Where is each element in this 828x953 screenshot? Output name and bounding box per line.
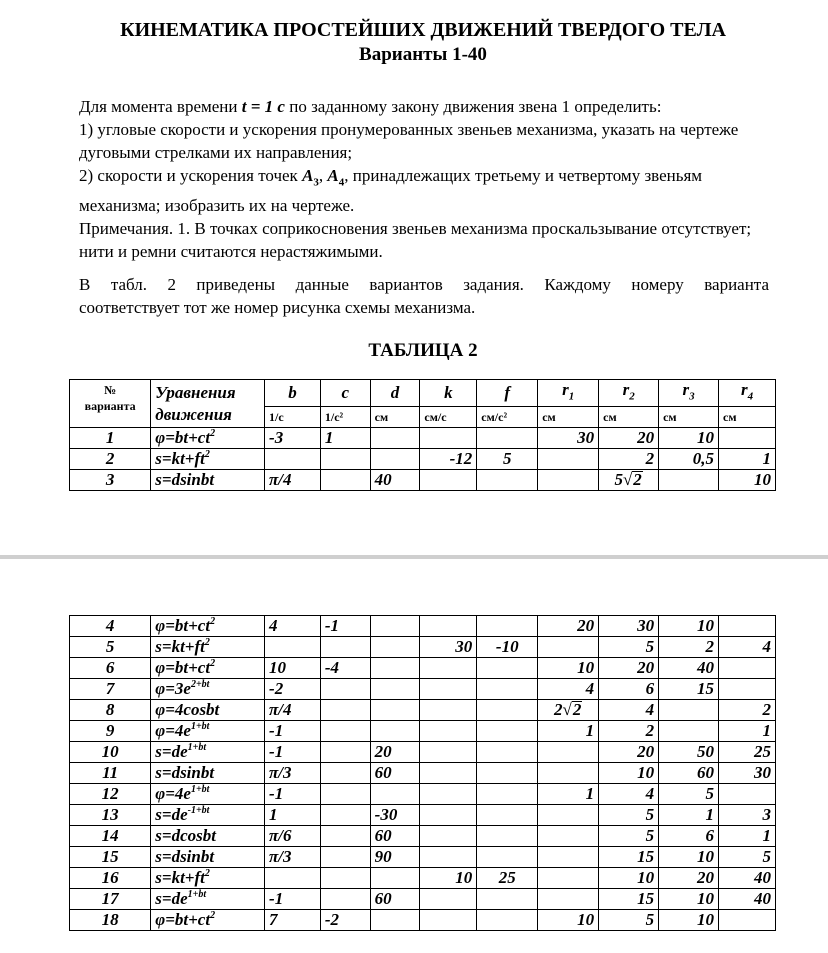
cell-r4: 1 (719, 721, 776, 742)
cell-c (320, 889, 370, 910)
cell-c (320, 721, 370, 742)
cell-k (420, 679, 477, 700)
cell-k (420, 910, 477, 931)
cell-b: -1 (265, 742, 321, 763)
sqrt-value: 2√2 (554, 700, 582, 719)
cell-d: 60 (370, 826, 420, 847)
cell-r4: 40 (719, 889, 776, 910)
table-intro: В табл. 2 приведены данные вариантов задания. Каждому номеру варианта соответствует тот же номер рисунка схемы механизма. (79, 275, 769, 317)
equation-cell: s=dsinbt (151, 763, 265, 784)
cell-d: -30 (370, 805, 420, 826)
equation-cell: $s=de^{-1+bt}$ (151, 805, 265, 826)
cell-r3: 10 (659, 616, 719, 637)
cell-r2: 2 (599, 721, 659, 742)
equation-cell: s=dcosbt (151, 826, 265, 847)
cell-r1: 1 (538, 721, 599, 742)
table-row (70, 868, 776, 889)
col-header-r4: $r_4$ (719, 380, 776, 407)
cell-c: -1 (320, 616, 370, 637)
cell-c (320, 470, 370, 491)
cell-k (420, 700, 477, 721)
unit-c: 1/с² (320, 407, 370, 428)
cell-d (370, 721, 420, 742)
cell-k (420, 826, 477, 847)
cell-b: 7 (265, 910, 321, 931)
cell-b: -1 (265, 784, 321, 805)
cell-k (420, 784, 477, 805)
cell-d (370, 868, 420, 889)
col-header-k: k (420, 380, 477, 407)
cell-r3 (659, 700, 719, 721)
variant-number-cell: 15 (70, 847, 151, 868)
cell-r4: 2 (719, 700, 776, 721)
cell-b: -1 (265, 721, 321, 742)
cell-r3: 10 (659, 889, 719, 910)
cell-f (477, 470, 538, 491)
cell-d: 20 (370, 742, 420, 763)
cell-f (477, 889, 538, 910)
cell-k: 30 (420, 637, 477, 658)
variant-number-cell: 2 (70, 449, 151, 470)
cell-r1 (538, 805, 599, 826)
cell-d (370, 637, 420, 658)
cell-c (320, 449, 370, 470)
variant-number-cell: 3 (70, 470, 151, 491)
cell-r1 (538, 889, 599, 910)
document-page-2 (0, 559, 828, 953)
table-row (70, 721, 776, 742)
cell-f (477, 910, 538, 931)
cell-d: 60 (370, 889, 420, 910)
cell-k (420, 805, 477, 826)
equation-cell: s=dsinbt (151, 470, 265, 491)
cell-r1 (538, 637, 599, 658)
cell-r4 (719, 910, 776, 931)
cell-r4 (719, 679, 776, 700)
variant-number-header: № варианта (70, 380, 151, 428)
cell-r2: 20 (599, 742, 659, 763)
task-item-1: 1) угловые скорости и ускорения пронумерованных звеньев механизма, указать на чертеже дуговыми стрелками их направления; (79, 120, 739, 162)
cell-r4: 40 (719, 868, 776, 889)
unit-r1: см (538, 407, 599, 428)
equation-cell: $s=de^{1+bt}$ (151, 889, 265, 910)
cell-r2: 20 (599, 428, 659, 449)
cell-r4: 4 (719, 637, 776, 658)
cell-r4: 30 (719, 763, 776, 784)
cell-c (320, 805, 370, 826)
cell-b: -1 (265, 889, 321, 910)
cell-r1 (538, 470, 599, 491)
cell-r3: 1 (659, 805, 719, 826)
table-row (70, 910, 776, 931)
cell-r4 (719, 784, 776, 805)
cell-r2: 6 (599, 679, 659, 700)
cell-k (420, 889, 477, 910)
table-row (70, 889, 776, 910)
cell-r2: 4 (599, 784, 659, 805)
cell-b (265, 637, 321, 658)
cell-b: 4 (265, 616, 321, 637)
table-row (70, 679, 776, 700)
cell-c (320, 700, 370, 721)
table-row (70, 784, 776, 805)
unit-b: 1/с (265, 407, 321, 428)
cell-r4: 3 (719, 805, 776, 826)
equation-cell: $\varphi=3e^{2+bt}$ (151, 679, 265, 700)
variant-number-cell: 10 (70, 742, 151, 763)
cell-r4 (719, 428, 776, 449)
equation-cell: $\varphi=bt+ct^2$ (151, 428, 265, 449)
cell-k (420, 847, 477, 868)
table-header-row (70, 380, 776, 407)
cell-c (320, 679, 370, 700)
cell-r1 (538, 847, 599, 868)
cell-f: -10 (477, 637, 538, 658)
cell-d: 60 (370, 763, 420, 784)
cell-k: -12 (420, 449, 477, 470)
cell-r3: 10 (659, 910, 719, 931)
cell-r3: 20 (659, 868, 719, 889)
cell-f: 5 (477, 449, 538, 470)
cell-f (477, 784, 538, 805)
cell-b (265, 449, 321, 470)
equation-cell: $\varphi=4e^{1+bt}$ (151, 784, 265, 805)
table-row (70, 805, 776, 826)
cell-r4: 1 (719, 449, 776, 470)
table-row (70, 826, 776, 847)
cell-r4: 10 (719, 470, 776, 491)
cell-f (477, 679, 538, 700)
unit-r3: см (659, 407, 719, 428)
equation-header: Уравнения движения (151, 380, 265, 428)
cell-d (370, 616, 420, 637)
cell-c (320, 742, 370, 763)
variant-number-cell: 11 (70, 763, 151, 784)
cell-f (477, 616, 538, 637)
variant-number-cell: 4 (70, 616, 151, 637)
cell-k (420, 428, 477, 449)
variant-number-cell: 18 (70, 910, 151, 931)
equation-cell: $\varphi=bt+ct^2$ (151, 658, 265, 679)
task-note: Примечания. 1. В точках соприкосновения звеньев механизма проскальзывание отсутствует; нити и ремни считаются нерастяжимыми. (79, 219, 752, 262)
cell-r3 (659, 470, 719, 491)
cell-d (370, 700, 420, 721)
cell-d (370, 784, 420, 805)
cell-b: π/3 (265, 847, 321, 868)
unit-r2: см (599, 407, 659, 428)
cell-r1: 20 (538, 616, 599, 637)
unit-k: см/с (420, 407, 477, 428)
cell-d (370, 910, 420, 931)
cell-r1 (538, 763, 599, 784)
cell-r1: 10 (538, 910, 599, 931)
cell-r3: 15 (659, 679, 719, 700)
variant-number-cell: 12 (70, 784, 151, 805)
cell-d (370, 428, 420, 449)
cell-f (477, 763, 538, 784)
cell-r4 (719, 658, 776, 679)
cell-r2: 10 (599, 763, 659, 784)
unit-d: см (370, 407, 420, 428)
cell-r4: 1 (719, 826, 776, 847)
cell-r1 (538, 449, 599, 470)
variant-number-cell: 6 (70, 658, 151, 679)
table-row (70, 428, 776, 449)
equation-cell: φ=4cosbt (151, 700, 265, 721)
cell-r3: 0,5 (659, 449, 719, 470)
col-header-d: d (370, 380, 420, 407)
cell-k (420, 763, 477, 784)
task-item-2: 2) скорости и ускорения точек $A_3$, $A_4$, принадлежащих третьему и четвертому звеньям механизма; изобразить их на чертеже. (79, 166, 703, 216)
unit-f: см/с² (477, 407, 538, 428)
cell-f: 25 (477, 868, 538, 889)
cell-r2: 5 (599, 637, 659, 658)
variant-number-cell: 16 (70, 868, 151, 889)
cell-r3 (659, 721, 719, 742)
cell-b (265, 868, 321, 889)
variants-table-part-2 (69, 615, 776, 931)
cell-r1 (538, 700, 599, 721)
cell-r3: 10 (659, 847, 719, 868)
cell-k (420, 742, 477, 763)
cell-c (320, 868, 370, 889)
variant-number-cell: 9 (70, 721, 151, 742)
cell-d: 90 (370, 847, 420, 868)
equation-cell: $\varphi=4e^{1+bt}$ (151, 721, 265, 742)
cell-c: -4 (320, 658, 370, 679)
cell-k (420, 658, 477, 679)
table-caption: ТАБЛИЦА 2 (368, 340, 478, 361)
cell-r2: 5 (599, 910, 659, 931)
cell-c (320, 763, 370, 784)
cell-r2: 4 (599, 700, 659, 721)
cell-r2: 10 (599, 868, 659, 889)
cell-r3: 5 (659, 784, 719, 805)
cell-c (320, 826, 370, 847)
equation-cell: $\varphi=bt+ct^2$ (151, 910, 265, 931)
cell-r2: 15 (599, 847, 659, 868)
cell-f (477, 700, 538, 721)
cell-b: π/4 (265, 470, 321, 491)
table-row (70, 616, 776, 637)
variant-number-cell: 14 (70, 826, 151, 847)
col-header-r3: $r_3$ (659, 380, 719, 407)
cell-r3: 40 (659, 658, 719, 679)
variant-number-cell: 17 (70, 889, 151, 910)
variant-number-cell: 1 (70, 428, 151, 449)
document-subtitle: Варианты 1-40 (359, 44, 487, 65)
cell-r2: 2 (599, 449, 659, 470)
table-row (70, 637, 776, 658)
cell-r3: 60 (659, 763, 719, 784)
cell-r3: 2 (659, 637, 719, 658)
cell-f (477, 805, 538, 826)
cell-r4: 5 (719, 847, 776, 868)
variant-number-cell: 7 (70, 679, 151, 700)
cell-b: π/4 (265, 700, 321, 721)
cell-b: -2 (265, 679, 321, 700)
equation-cell: $s=de^{1+bt}$ (151, 742, 265, 763)
table-row (70, 847, 776, 868)
variant-number-cell: 13 (70, 805, 151, 826)
cell-r4 (719, 616, 776, 637)
table-row (70, 742, 776, 763)
cell-r1: 1 (538, 784, 599, 805)
cell-b: -3 (265, 428, 321, 449)
col-header-b: b (265, 380, 321, 407)
cell-r1: 30 (538, 428, 599, 449)
cell-f (477, 658, 538, 679)
cell-f (477, 428, 538, 449)
cell-f (477, 826, 538, 847)
table-row (70, 658, 776, 679)
cell-f (477, 847, 538, 868)
cell-r2: 15 (599, 889, 659, 910)
col-header-r1: $r_1$ (538, 380, 599, 407)
cell-d (370, 658, 420, 679)
cell-r1 (538, 742, 599, 763)
cell-r2: 20 (599, 658, 659, 679)
cell-d: 40 (370, 470, 420, 491)
cell-k: 10 (420, 868, 477, 889)
equation-cell: $s=kt+ft^2$ (151, 637, 265, 658)
cell-r2: 30 (599, 616, 659, 637)
cell-r3: 50 (659, 742, 719, 763)
task-description: Для момента времени t = 1 с по заданному закону движения звена 1 определить: 1) угловые скорости и ускорения пронумерованных звеньев механизма, указать на чертеже дуговыми стрелками их направления; 2) скорости и ускорения точек $A_3$, $A_4$, принадлежащих третьему и четвертому звеньям механизма; изобразить их на чертеже. Примечания. 1. В точках соприкосновения звеньев механизма проскальзывание отсутствует; нити и ремни считаются нерастяжимыми. (79, 97, 752, 262)
equation-cell: $s=kt+ft^2$ (151, 449, 265, 470)
cell-b: π/6 (265, 826, 321, 847)
cell-b: π/3 (265, 763, 321, 784)
cell-k (420, 470, 477, 491)
cell-r2 (599, 470, 659, 491)
variant-number-cell: 5 (70, 637, 151, 658)
col-header-r2: $r_2$ (599, 380, 659, 407)
cell-c: 1 (320, 428, 370, 449)
cell-r1 (538, 868, 599, 889)
cell-k (420, 616, 477, 637)
col-header-c: c (320, 380, 370, 407)
sqrt-value: 5√2 (614, 470, 642, 490)
cell-k (420, 721, 477, 742)
equation-cell: $\varphi=bt+ct^2$ (151, 616, 265, 637)
cell-r2: 5 (599, 805, 659, 826)
cell-r4: 25 (719, 742, 776, 763)
cell-d (370, 449, 420, 470)
equation-cell: s=dsinbt (151, 847, 265, 868)
cell-r1: 4 (538, 679, 599, 700)
document-title: КИНЕМАТИКА ПРОСТЕЙШИХ ДВИЖЕНИЙ ТВЕРДОГО ТЕЛА (120, 19, 726, 41)
cell-c (320, 847, 370, 868)
cell-r1 (538, 826, 599, 847)
equation-cell: $s=kt+ft^2$ (151, 868, 265, 889)
col-header-f: f (477, 380, 538, 407)
cell-c (320, 784, 370, 805)
cell-c (320, 637, 370, 658)
cell-b: 10 (265, 658, 321, 679)
cell-f (477, 742, 538, 763)
variants-table-part-1 (69, 379, 776, 491)
cell-r3: 10 (659, 428, 719, 449)
cell-f (477, 721, 538, 742)
variant-number-cell: 8 (70, 700, 151, 721)
unit-r4: см (719, 407, 776, 428)
cell-c: -2 (320, 910, 370, 931)
cell-b: 1 (265, 805, 321, 826)
table-row (70, 449, 776, 470)
cell-r3: 6 (659, 826, 719, 847)
table-row (70, 470, 776, 491)
cell-r1: 10 (538, 658, 599, 679)
table-row (70, 763, 776, 784)
cell-r2: 5 (599, 826, 659, 847)
cell-d (370, 679, 420, 700)
table-row (70, 700, 776, 721)
